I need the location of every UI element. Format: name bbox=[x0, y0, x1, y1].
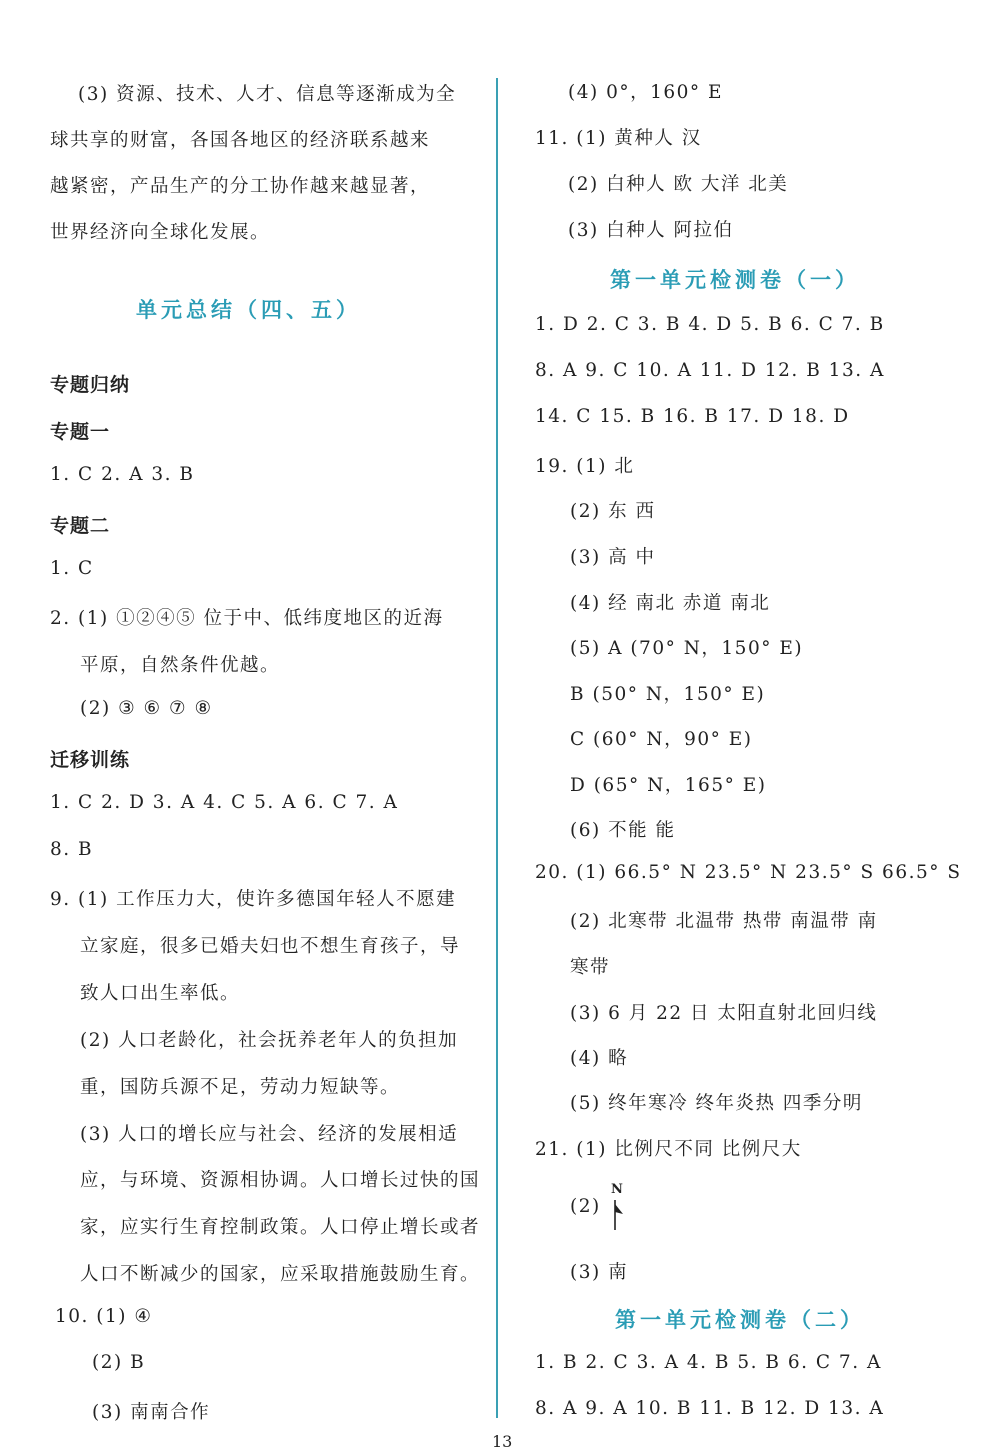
answer-line: 10. (1) ④ bbox=[55, 1306, 153, 1327]
answer-line: 人口不断减少的国家，应采取措施鼓励生育。 bbox=[80, 1264, 481, 1285]
answer-line: 19. (1) 北 bbox=[535, 456, 635, 477]
answer-line: C (60° N，90° E) bbox=[570, 729, 753, 750]
para-line: 球共享的财富，各国各地区的经济联系越来 bbox=[50, 130, 431, 151]
answer-line: (3) 南南合作 bbox=[92, 1402, 211, 1423]
answer-line: 8. A 9. C 10. A 11. D 12. B 13. A bbox=[535, 360, 885, 381]
answer-line: (5) A (70° N，150° E) bbox=[570, 638, 804, 659]
answer-line: 11. (1) 黄种人 汉 bbox=[535, 128, 702, 149]
para-line: (3) 资源、技术、人才、信息等逐渐成为全 bbox=[78, 84, 457, 105]
answer-line: 重，国防兵源不足，劳动力短缺等。 bbox=[80, 1077, 401, 1098]
test1-title: 第一单元检测卷（一） bbox=[610, 267, 860, 292]
para-line: 越紧密，产品生产的分工协作越来越显著， bbox=[50, 176, 431, 197]
answer-line: (6) 不能 能 bbox=[570, 820, 676, 841]
para-line: 世界经济向全球化发展。 bbox=[50, 222, 271, 243]
answer-line: (4) 经 南北 赤道 南北 bbox=[570, 593, 771, 614]
answer-line: 20. (1) 66.5° N 23.5° N 23.5° S 66.5° S bbox=[535, 862, 962, 883]
answer-line: 致人口出生率低。 bbox=[80, 983, 241, 1004]
column-divider bbox=[496, 78, 498, 1418]
north-label: N bbox=[611, 1182, 623, 1197]
answer-line: 9. (1) 工作压力大，使许多德国年轻人不愿建 bbox=[50, 889, 457, 910]
answer-line: (3) 白种人 阿拉伯 bbox=[568, 220, 734, 241]
answer-line: (3) 6 月 22 日 太阳直射北回归线 bbox=[570, 1003, 878, 1024]
answer-line: (2) 人口老龄化，社会抚养老年人的负担加 bbox=[80, 1030, 459, 1051]
answer-line: (4) 0°，160° E bbox=[568, 82, 724, 103]
transfer-heading: 迁移训练 bbox=[50, 749, 131, 771]
section-title: 单元总结（四、五） bbox=[136, 297, 361, 322]
answer-line: 21. (1) 比例尺不同 比例尺大 bbox=[535, 1139, 802, 1160]
answer-line: 平原，自然条件优越。 bbox=[80, 655, 281, 676]
answer-line: (2) 白种人 欧 大洋 北美 bbox=[568, 174, 789, 195]
answer-line: 寒带 bbox=[570, 957, 611, 978]
answer-line: 2. (1) ①②④⑤ 位于中、低纬度地区的近海 bbox=[50, 608, 444, 629]
answer-line: (3) 高 中 bbox=[570, 547, 656, 568]
answer-line: (3) 南 bbox=[570, 1262, 629, 1283]
answer-line: (4) 略 bbox=[570, 1048, 629, 1069]
answer-line: (5) 终年寒冷 终年炎热 四季分明 bbox=[570, 1093, 863, 1114]
answer-line: D (65° N，165° E) bbox=[570, 775, 767, 796]
answer-line: (2) B bbox=[92, 1352, 146, 1373]
answer-line: (2) ③ ⑥ ⑦ ⑧ bbox=[80, 698, 213, 719]
topic1-answers: 1. C 2. A 3. B bbox=[50, 464, 195, 485]
answer-line: 应，与环境、资源相协调。人口增长过快的国 bbox=[80, 1170, 481, 1191]
answer-line: 8. B bbox=[50, 839, 94, 860]
topic-summary-heading: 专题归纳 bbox=[50, 374, 131, 396]
topic1-heading: 专题一 bbox=[50, 421, 111, 443]
page-number: 13 bbox=[492, 1432, 513, 1451]
north-arrow-shape bbox=[612, 1198, 628, 1232]
answer-line: (2) 北寒带 北温带 热带 南温带 南 bbox=[570, 911, 878, 932]
answer-line: 立家庭，很多已婚夫妇也不想生育孩子，导 bbox=[80, 936, 461, 957]
topic2-heading: 专题二 bbox=[50, 515, 111, 537]
answer-line: 14. C 15. B 16. B 17. D 18. D bbox=[535, 406, 850, 427]
answer-line: 1. D 2. C 3. B 4. D 5. B 6. C 7. B bbox=[535, 314, 885, 335]
answer-line: 1. C bbox=[50, 558, 94, 579]
answer-line: 1. B 2. C 3. A 4. B 5. B 6. C 7. A bbox=[535, 1352, 882, 1373]
answer-line: 1. C 2. D 3. A 4. C 5. A 6. C 7. A bbox=[50, 792, 399, 813]
answer-line: 家，应实行生育控制政策。人口停止增长或者 bbox=[80, 1217, 481, 1238]
answer-line: 8. A 9. A 10. B 11. B 12. D 13. A bbox=[535, 1398, 885, 1419]
answer-line: (3) 人口的增长应与社会、经济的发展相适 bbox=[80, 1124, 459, 1145]
answer-line: B (50° N，150° E) bbox=[570, 684, 766, 705]
answer-line: (2) bbox=[570, 1196, 601, 1217]
test2-title: 第一单元检测卷（二） bbox=[615, 1307, 865, 1332]
answer-line: (2) 东 西 bbox=[570, 501, 656, 522]
